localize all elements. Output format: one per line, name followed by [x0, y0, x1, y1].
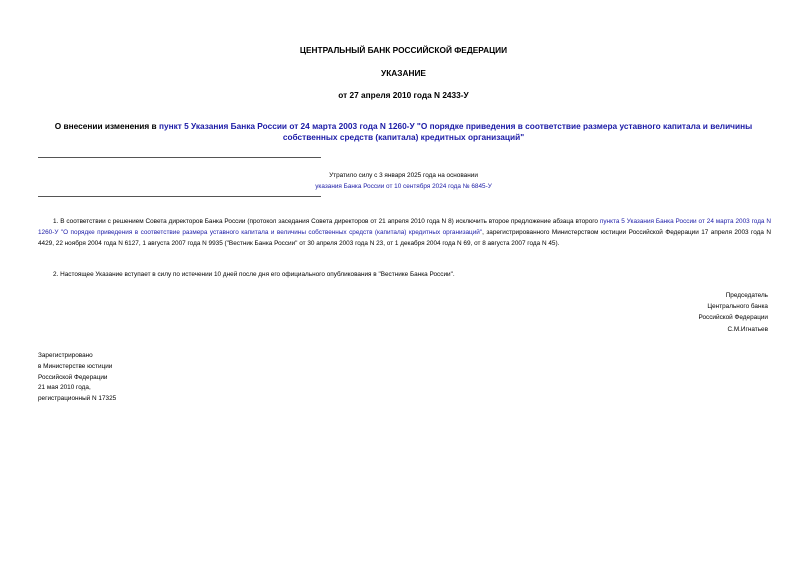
registration-line-3: Российской Федерации — [38, 373, 108, 381]
registration-block — [38, 351, 238, 405]
amended-document-link[interactable]: пункт 5 Указания Банка России от 24 марта 2003 года N 1260-У "О порядке приведения в соответствие размера уставного капитала и величины собственных средств (капитала) кредитных организаций" — [158, 121, 753, 142]
divider-top — [38, 157, 321, 158]
status-note — [180, 170, 627, 192]
signatory-name: С.М.Игнатьев — [727, 325, 768, 333]
document-title-prefix: О внесении изменения в — [54, 121, 159, 131]
paragraph-1 — [38, 216, 771, 250]
paragraph-1-amended-link[interactable]: пункта 5 Указания Банка России от 24 марта 2003 года N 1260-У "О порядке приведения в соответствие размера уставного капитала и величины собственных средств (капитала) кредитных организаций" — [38, 218, 771, 237]
signature-position-2: Центрального банка — [707, 303, 768, 311]
paragraph-1-text-start: 1. В соответствии с решением Совета директоров Банка России (протокол заседания Совета директоров от 21 апреля 2010 года N 8) исключить второе предложение абзаца второго — [53, 218, 600, 225]
signature-position-3: Российской Федерации — [698, 314, 768, 322]
issuer-heading: ЦЕНТРАЛЬНЫЙ БАНК РОССИЙСКОЙ ФЕДЕРАЦИИ — [299, 45, 508, 55]
signature-block — [568, 290, 768, 335]
status-note-text: Утратило силу с 3 января 2025 года на основании — [329, 172, 478, 179]
paragraph-1-text-end: , зарегистрированного Министерством юстиции Российской Федерации 17 апреля 2003 года N 4429, 22 ноября 2004 года N 6127, 1 августа 2007 года N 9935 ("Вестник Банка России" от 30 апреля 2003 года N 23, от 1 декабря 2004 года N 69, от 8 августа 2007 года N 45). — [38, 229, 771, 248]
document-title — [40, 121, 767, 143]
registration-line-1: Зарегистрировано — [38, 352, 93, 359]
repealing-document-link[interactable]: указания Банка России от 10 сентября 2024 года № 6845-У — [315, 183, 492, 190]
signature-position-1: Председатель — [725, 292, 768, 299]
registration-line-2: в Министерстве юстиции — [38, 362, 113, 370]
divider-bottom — [38, 196, 321, 197]
registration-date: 21 мая 2010 года, — [38, 384, 91, 392]
document-date-number: от 27 апреля 2010 года N 2433-У — [338, 90, 469, 100]
paragraph-2-text: 2. Настоящее Указание вступает в силу по истечении 10 дней после дня его официального опубликования в "Вестнике Банка России". — [53, 271, 455, 278]
registration-number: регистрационный N 17325 — [38, 395, 117, 403]
paragraph-2 — [38, 269, 771, 280]
document-type-heading: УКАЗАНИЕ — [381, 68, 426, 78]
